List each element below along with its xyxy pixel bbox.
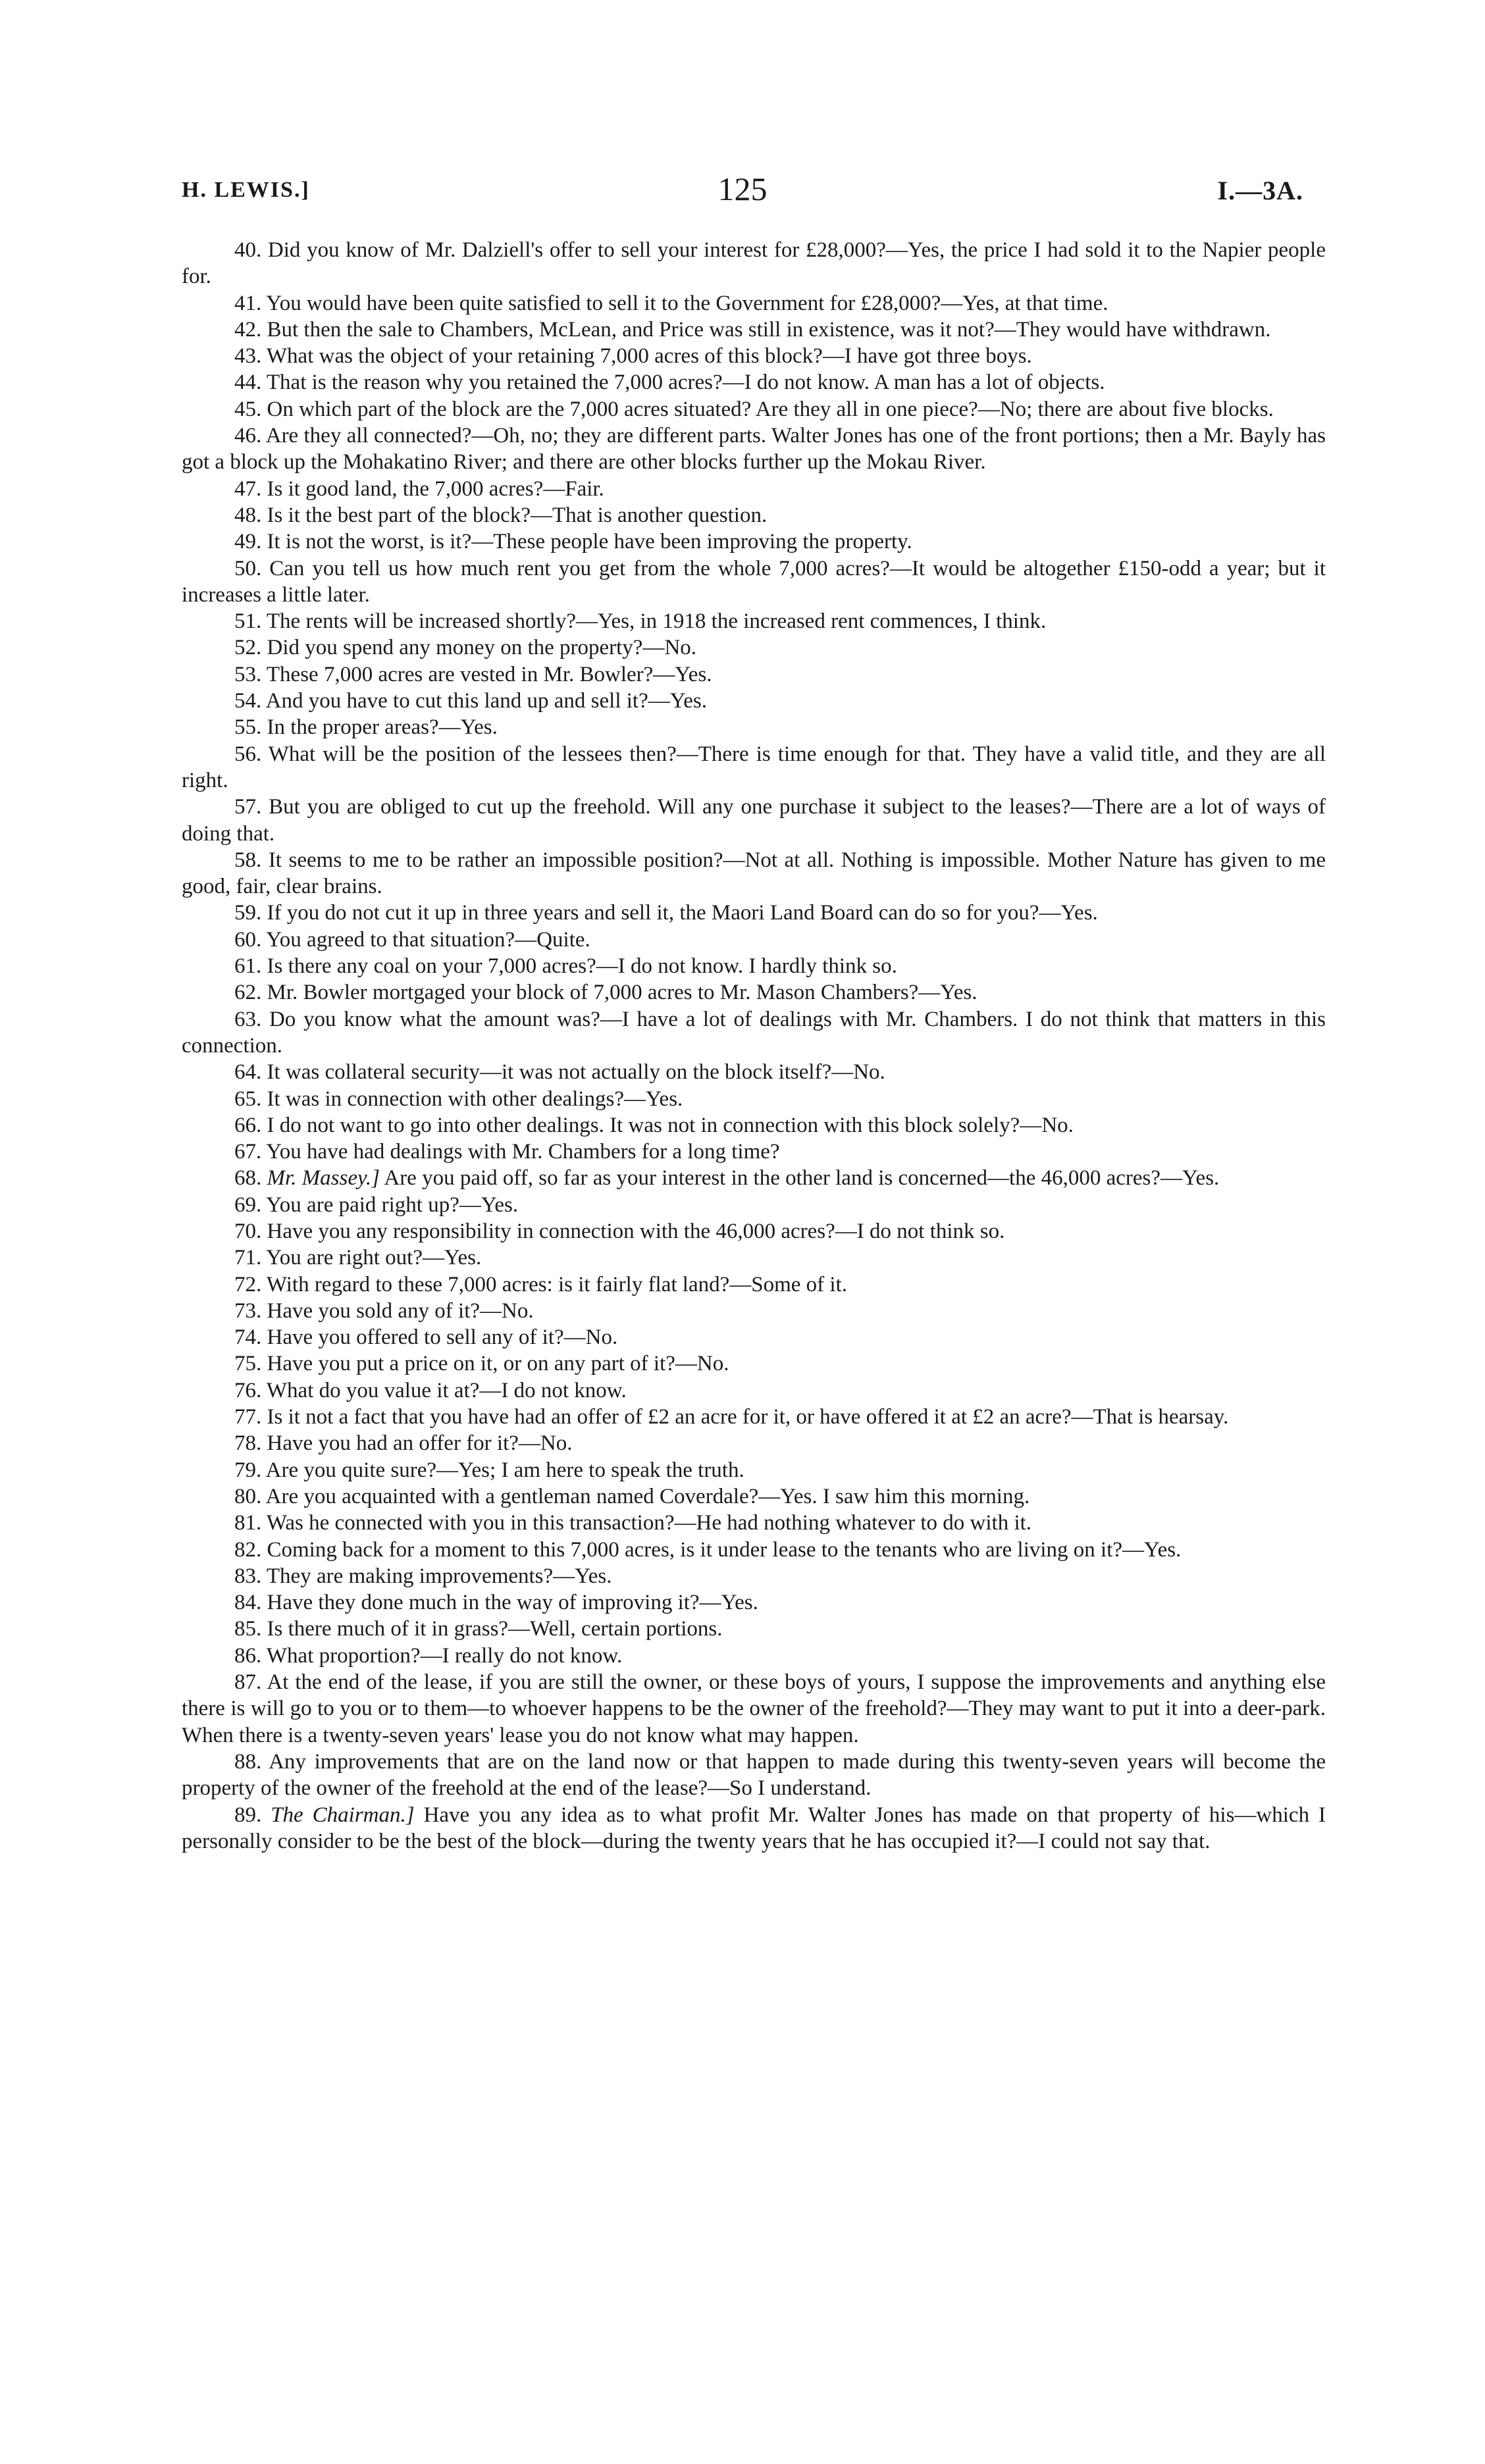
testimony-paragraph: 82. Coming back for a moment to this 7,000 acres, is it under lease to the tenants who are living on it?—Yes. [234, 1537, 1182, 1562]
testimony-paragraph: 79. Are you quite sure?—Yes; I am here to speak the truth. [234, 1458, 744, 1482]
speaker-label: The Chairman.] [271, 1803, 415, 1827]
testimony-paragraph: 65. It was in connection with other dealings?—Yes. [234, 1087, 683, 1111]
document-reference: I.—3A. [1217, 176, 1303, 205]
testimony-paragraph: 73. Have you sold any of it?—No. [234, 1298, 534, 1323]
page-number: 125 [717, 170, 768, 207]
testimony-paragraph: 64. It was collateral security—it was not actually on the block itself?—No. [234, 1060, 885, 1085]
question-number: 89. [234, 1803, 262, 1827]
testimony-paragraph: 46. Are they all connected?—Oh, no; they are different parts. Walter Jones has one of the front portions; then a Mr. Bayly has got a block up the Mohakatino River; and there are other blocks further up the Mokau River. [182, 424, 1326, 475]
testimony-paragraph: 84. Have they done much in the way of improving it?—Yes. [234, 1591, 758, 1615]
testimony-paragraph: 76. What do you value it at?—I do not know. [234, 1378, 627, 1402]
testimony-paragraph: 63. Do you know what the amount was?—I have a lot of dealings with Mr. Chambers. I do not think that matters in this connection. [182, 1007, 1326, 1058]
testimony-paragraph: 72. With regard to these 7,000 acres: is it fairly flat land?—Some of it. [234, 1272, 847, 1296]
transcript-body [182, 237, 1326, 1855]
testimony-paragraph: 55. In the proper areas?—Yes. [234, 715, 498, 740]
testimony-paragraph: 69. You are paid right up?—Yes. [234, 1193, 519, 1217]
testimony-paragraph: 49. It is not the worst, is it?—These people have been improving the property. [234, 530, 912, 554]
testimony-paragraph: 57. But you are obliged to cut up the freehold. Will any one purchase it subject to the leases?—There are a lot of ways of doing that. [182, 795, 1326, 846]
testimony-paragraph: 51. The rents will be increased shortly?—Yes, in 1918 the increased rent commences, I think. [234, 609, 1047, 634]
testimony-paragraph: 80. Are you acquainted with a gentleman named Coverdale?—Yes. I saw him this morning. [234, 1484, 1030, 1508]
testimony-paragraph: 43. What was the object of your retaining 7,000 acres of this block?—I have got three boys. [234, 344, 1032, 369]
testimony-paragraph: 71. You are right out?—Yes. [234, 1246, 482, 1270]
page-header [182, 170, 1303, 216]
testimony-paragraph: 45. On which part of the block are the 7,000 acres situated? Are they all in one piece?—No; there are about five blocks. [234, 397, 1274, 421]
paragraph-text: Are you paid off, so far as your interest in the other land is concerned—the 46,000 acres?—Yes. [384, 1166, 1220, 1191]
testimony-paragraph: 53. These 7,000 acres are vested in Mr. Bowler?—Yes. [234, 662, 712, 686]
paragraph-text: Have you any idea as to what profit Mr. Walter Jones has made on that property of his—which I personally consider to be the best of the block—during the twenty years that he has occupied it?—I could not say that. [182, 1803, 1326, 1853]
testimony-paragraph [182, 1802, 1326, 1855]
testimony-paragraph: 56. What will be the position of the lessees then?—There is time enough for that. They have a valid title, and they are all right. [182, 742, 1326, 792]
witness-name: H. LEWIS.] [182, 178, 310, 202]
testimony-paragraph: 54. And you have to cut this land up and sell it?—Yes. [234, 689, 708, 713]
testimony-paragraph: 66. I do not want to go into other dealings. It was not in connection with this block solely?—No. [234, 1113, 1074, 1137]
testimony-paragraph: 41. You would have been quite satisfied to sell it to the Government for £28,000?—Yes, at that time. [234, 291, 1108, 315]
testimony-paragraph: 61. Is there any coal on your 7,000 acres?—I do not know. I hardly think so. [234, 954, 897, 979]
testimony-paragraph: 67. You have had dealings with Mr. Chambers for a long time? [234, 1140, 780, 1164]
testimony-paragraph: 47. Is it good land, the 7,000 acres?—Fair. [234, 476, 604, 501]
testimony-paragraph: 86. What proportion?—I really do not know. [234, 1643, 623, 1668]
testimony-paragraph: 83. They are making improvements?—Yes. [234, 1564, 612, 1588]
testimony-paragraph: 58. It seems to me to be rather an impossible position?—Not at all. Nothing is impossible. Mother Nature has given to me good, fair, clear brains. [182, 848, 1326, 899]
testimony-paragraph: 59. If you do not cut it up in three years and sell it, the Maori Land Board can do so for you?—Yes. [234, 901, 1098, 925]
testimony-paragraph [182, 1165, 1326, 1191]
question-number: 68. [234, 1166, 262, 1191]
testimony-paragraph: 74. Have you offered to sell any of it?—No. [234, 1325, 618, 1350]
testimony-paragraph: 88. Any improvements that are on the land now or that happen to made during this twenty-seven years will become the property of the owner of the freehold at the end of the lease?—So I understand. [182, 1749, 1326, 1801]
testimony-paragraph: 44. That is the reason why you retained the 7,000 acres?—I do not know. A man has a lot of objects. [234, 371, 1105, 395]
speaker-label: Mr. Massey.] [267, 1166, 380, 1191]
testimony-paragraph: 75. Have you put a price on it, or on any part of it?—No. [234, 1352, 729, 1376]
testimony-paragraph: 70. Have you any responsibility in connection with the 46,000 acres?—I do not think so. [234, 1219, 1005, 1243]
testimony-paragraph: 40. Did you know of Mr. Dalziell's offer to sell your interest for £28,000?—Yes, the price I had sold it to the Napier people for. [182, 238, 1326, 289]
testimony-paragraph: 62. Mr. Bowler mortgaged your block of 7,000 acres to Mr. Mason Chambers?—Yes. [234, 981, 977, 1005]
testimony-paragraph: 60. You agreed to that situation?—Quite. [234, 927, 590, 952]
testimony-paragraph: 42. But then the sale to Chambers, McLean, and Price was still in existence, was it not?—They would have withdrawn. [234, 317, 1271, 342]
testimony-paragraph: 87. At the end of the lease, if you are still the owner, or these boys of yours, I suppose the improvements and anything else there is will go to you or to them—to whoever happens to be the owner of the freehold?—They may want to put it into a deer-park. When there is a twenty-seven years' lease you do not know what may happen. [182, 1670, 1326, 1747]
testimony-paragraph: 48. Is it the best part of the block?—That is another question. [234, 503, 768, 527]
testimony-paragraph: 81. Was he connected with you in this transaction?—He had nothing whatever to do with it. [234, 1511, 1032, 1535]
testimony-paragraph: 78. Have you had an offer for it?—No. [234, 1431, 573, 1456]
testimony-paragraph: 77. Is it not a fact that you have had an offer of £2 an acre for it, or have offered it at £2 an acre?—That is hearsay. [234, 1405, 1229, 1429]
testimony-paragraph: 50. Can you tell us how much rent you get from the whole 7,000 acres?—It would be altogether £150-odd a year; but it increases a little later. [182, 556, 1326, 607]
testimony-paragraph: 85. Is there much of it in grass?—Well, certain portions. [234, 1617, 723, 1641]
testimony-paragraph: 52. Did you spend any money on the property?—No. [234, 636, 697, 660]
